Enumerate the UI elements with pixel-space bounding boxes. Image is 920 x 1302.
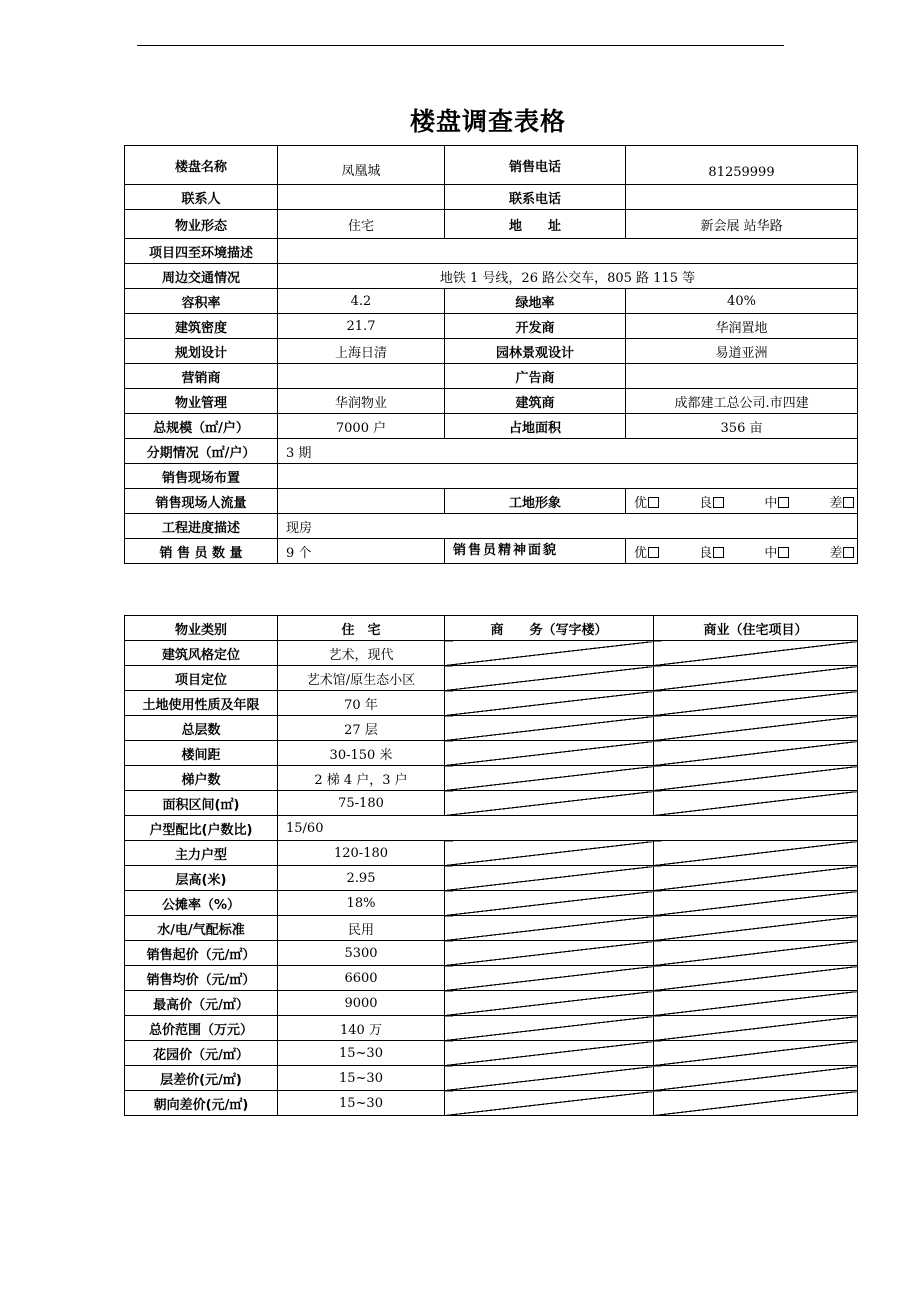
far-value: 4.2 (278, 289, 445, 314)
pm-value: 华润物业 (278, 389, 445, 414)
office-cell-na (445, 866, 654, 891)
row-scale (125, 414, 858, 439)
office-cell-na (445, 716, 654, 741)
traffic-label: 周边交通情况 (125, 264, 278, 289)
marketing-value (278, 364, 445, 389)
sales-spirit-label: 销售员精神面貌 (445, 539, 626, 564)
sales-spirit-rating (626, 539, 858, 564)
row-environment (125, 239, 858, 264)
office-cell-na (445, 691, 654, 716)
traffic-flow-label: 销售现场人流量 (125, 489, 278, 514)
row-phase (125, 439, 858, 464)
planning-label: 规划设计 (125, 339, 278, 364)
density-value: 21.7 (278, 314, 445, 339)
matrix-row-label: 花园价（元/㎡） (125, 1041, 278, 1066)
matrix-row-value: 15~30 (278, 1066, 445, 1091)
matrix-row (125, 716, 858, 741)
property-type-label: 物业形态 (125, 210, 278, 239)
developer-value: 华润置地 (626, 314, 858, 339)
checkbox-icon (843, 497, 854, 508)
matrix-row-value: 30-150 米 (278, 741, 445, 766)
contact-phone-label: 联系电话 (445, 185, 626, 210)
matrix-row (125, 816, 858, 841)
site-image-rating (626, 489, 858, 514)
survey-table (124, 145, 858, 564)
ad-value (626, 364, 858, 389)
row-pm (125, 389, 858, 414)
commercial-cell-na (654, 1041, 858, 1066)
density-label: 建筑密度 (125, 314, 278, 339)
matrix-row-label: 销售均价（元/㎡） (125, 966, 278, 991)
name-label: 楼盘名称 (125, 146, 278, 185)
header-rule (137, 45, 784, 46)
matrix-row (125, 766, 858, 791)
matrix-row-label: 销售起价（元/㎡） (125, 941, 278, 966)
matrix-row-label: 项目定位 (125, 666, 278, 691)
matrix-row-label: 梯户数 (125, 766, 278, 791)
matrix-row (125, 791, 858, 816)
office-cell-na (445, 941, 654, 966)
green-value: 40% (626, 289, 858, 314)
checkbox-icon (778, 547, 789, 558)
page-title: 楼盘调查表格 (409, 107, 566, 136)
matrix-row-value: 9000 (278, 991, 445, 1016)
matrix-row-label: 面积区间(㎡) (125, 791, 278, 816)
commercial-cell-na (654, 641, 858, 666)
commercial-cell-na (654, 841, 858, 866)
row-property-type (125, 210, 858, 239)
commercial-cell-na (654, 1091, 858, 1116)
commercial-cell-na (654, 991, 858, 1016)
progress-value: 现房 (278, 514, 858, 539)
scale-value: 7000 户 (278, 414, 445, 439)
matrix-row-label: 公摊率（%） (125, 891, 278, 916)
landscape-label: 园林景观设计 (445, 339, 626, 364)
matrix-row-label: 层高(米) (125, 866, 278, 891)
commercial-cell-na (654, 1066, 858, 1091)
row-contact (125, 185, 858, 210)
office-cell-na (445, 791, 654, 816)
matrix-row-value: 15~30 (278, 1091, 445, 1116)
matrix-row-label: 主力户型 (125, 841, 278, 866)
commercial-cell-na (654, 716, 858, 741)
matrix-row (125, 891, 858, 916)
planning-value: 上海日清 (278, 339, 445, 364)
builder-value: 成都建工总公司.市四建 (626, 389, 858, 414)
matrix-row-value: 18% (278, 891, 445, 916)
checkbox-icon (648, 497, 659, 508)
matrix-row-label: 户型配比(户数比) (125, 816, 278, 841)
office-cell-na (445, 1041, 654, 1066)
row-traffic (125, 264, 858, 289)
matrix-row-value: 5300 (278, 941, 445, 966)
matrix-row (125, 966, 858, 991)
marketing-label: 营销商 (125, 364, 278, 389)
traffic-flow-value (278, 489, 445, 514)
site-layout-value (278, 464, 858, 489)
matrix-row-label: 建筑风格定位 (125, 641, 278, 666)
office-cell-na (445, 641, 654, 666)
matrix-row (125, 1016, 858, 1041)
ad-label: 广告商 (445, 364, 626, 389)
builder-label: 建筑商 (445, 389, 626, 414)
matrix-header-office: 商 务（写字楼） (445, 616, 654, 641)
property-matrix-table (124, 615, 858, 1116)
matrix-row-value: 艺术馆/原生态小区 (278, 666, 445, 691)
row-far (125, 289, 858, 314)
matrix-row-value: 70 年 (278, 691, 445, 716)
matrix-row (125, 941, 858, 966)
row-traffic-flow (125, 489, 858, 514)
contact-phone-value (626, 185, 858, 210)
matrix-row-value: 艺术，现代 (278, 641, 445, 666)
office-cell-na (445, 1066, 654, 1091)
office-cell-na (445, 1016, 654, 1041)
rating-option[interactable]: 差 (829, 542, 854, 561)
checkbox-icon (843, 547, 854, 558)
matrix-row (125, 1066, 858, 1091)
rating-option[interactable]: 中 (764, 542, 789, 561)
matrix-row (125, 1091, 858, 1116)
matrix-row-label: 总价范围（万元） (125, 1016, 278, 1041)
phase-label: 分期情况（㎡/户） (125, 439, 278, 464)
contact-label: 联系人 (125, 185, 278, 210)
row-progress (125, 514, 858, 539)
phase-value: 3 期 (278, 439, 858, 464)
landscape-value: 易道亚洲 (626, 339, 858, 364)
land-value: 356 亩 (626, 414, 858, 439)
matrix-header-category: 物业类别 (125, 616, 278, 641)
row-site-layout (125, 464, 858, 489)
matrix-row (125, 691, 858, 716)
matrix-row (125, 841, 858, 866)
commercial-cell-na (654, 916, 858, 941)
matrix-row (125, 916, 858, 941)
commercial-cell-na (654, 741, 858, 766)
sales-count-label: 销 售 员 数 量 (125, 539, 278, 564)
commercial-cell-na (654, 891, 858, 916)
matrix-row-label: 土地使用性质及年限 (125, 691, 278, 716)
matrix-row-label: 水/电/气配标准 (125, 916, 278, 941)
matrix-row-value: 15/60 (278, 816, 858, 841)
office-cell-na (445, 666, 654, 691)
checkbox-icon (778, 497, 789, 508)
row-sales-staff (125, 539, 858, 564)
developer-label: 开发商 (445, 314, 626, 339)
matrix-row-label: 层差价(元/㎡) (125, 1066, 278, 1091)
matrix-row-value: 6600 (278, 966, 445, 991)
matrix-row (125, 991, 858, 1016)
name-value: 凤凰城 (278, 146, 445, 185)
matrix-row (125, 866, 858, 891)
row-planning (125, 339, 858, 364)
sales-phone-value: 81259999 (626, 146, 858, 185)
matrix-row-label: 最高价（元/㎡） (125, 991, 278, 1016)
matrix-row-value: 27 层 (278, 716, 445, 741)
commercial-cell-na (654, 1016, 858, 1041)
rating-option[interactable]: 差 (829, 492, 854, 511)
matrix-row-label: 朝向差价(元/㎡) (125, 1091, 278, 1116)
office-cell-na (445, 766, 654, 791)
scale-label: 总规模（㎡/户） (125, 414, 278, 439)
rating-option[interactable]: 良 (699, 542, 724, 561)
matrix-header-residential: 住 宅 (278, 616, 445, 641)
office-cell-na (445, 966, 654, 991)
land-label: 占地面积 (445, 414, 626, 439)
matrix-row-value: 140 万 (278, 1016, 445, 1041)
rating-option[interactable]: 良 (699, 492, 724, 511)
env-value (278, 239, 858, 264)
row-name (125, 146, 858, 185)
address-value: 新会展 站华路 (626, 210, 858, 239)
env-label: 项目四至环境描述 (125, 239, 278, 264)
matrix-row (125, 1041, 858, 1066)
checkbox-icon (713, 547, 724, 558)
office-cell-na (445, 916, 654, 941)
commercial-cell-na (654, 966, 858, 991)
far-label: 容积率 (125, 289, 278, 314)
office-cell-na (445, 741, 654, 766)
sales-phone-label: 销售电话 (445, 146, 626, 185)
rating-option[interactable]: 优 (634, 492, 659, 511)
green-label: 绿地率 (445, 289, 626, 314)
rating-option[interactable]: 中 (764, 492, 789, 511)
site-image-label: 工地形象 (445, 489, 626, 514)
sales-count-value: 9 个 (278, 539, 445, 564)
matrix-row-value: 民用 (278, 916, 445, 941)
progress-label: 工程进度描述 (125, 514, 278, 539)
office-cell-na (445, 841, 654, 866)
commercial-cell-na (654, 666, 858, 691)
office-cell-na (445, 1091, 654, 1116)
address-label: 地 址 (445, 210, 626, 239)
site-layout-label: 销售现场布置 (125, 464, 278, 489)
commercial-cell-na (654, 866, 858, 891)
contact-value (278, 185, 445, 210)
pm-label: 物业管理 (125, 389, 278, 414)
property-type-value: 住宅 (278, 210, 445, 239)
commercial-cell-na (654, 766, 858, 791)
matrix-row-value: 120-180 (278, 841, 445, 866)
row-marketing (125, 364, 858, 389)
matrix-header-commercial: 商业（住宅项目） (654, 616, 858, 641)
matrix-row-value: 2.95 (278, 866, 445, 891)
matrix-row-label: 总层数 (125, 716, 278, 741)
traffic-value: 地铁 1 号线，26 路公交车，805 路 115 等 (278, 264, 858, 289)
matrix-row-value: 15~30 (278, 1041, 445, 1066)
matrix-row (125, 741, 858, 766)
row-density (125, 314, 858, 339)
matrix-row-value: 75-180 (278, 791, 445, 816)
office-cell-na (445, 891, 654, 916)
matrix-header-row (125, 616, 858, 641)
checkbox-icon (713, 497, 724, 508)
commercial-cell-na (654, 791, 858, 816)
rating-option[interactable]: 优 (634, 542, 659, 561)
matrix-row (125, 666, 858, 691)
commercial-cell-na (654, 691, 858, 716)
matrix-row-value: 2 梯 4 户，3 户 (278, 766, 445, 791)
matrix-row (125, 641, 858, 666)
matrix-row-label: 楼间距 (125, 741, 278, 766)
commercial-cell-na (654, 941, 858, 966)
checkbox-icon (648, 547, 659, 558)
office-cell-na (445, 991, 654, 1016)
